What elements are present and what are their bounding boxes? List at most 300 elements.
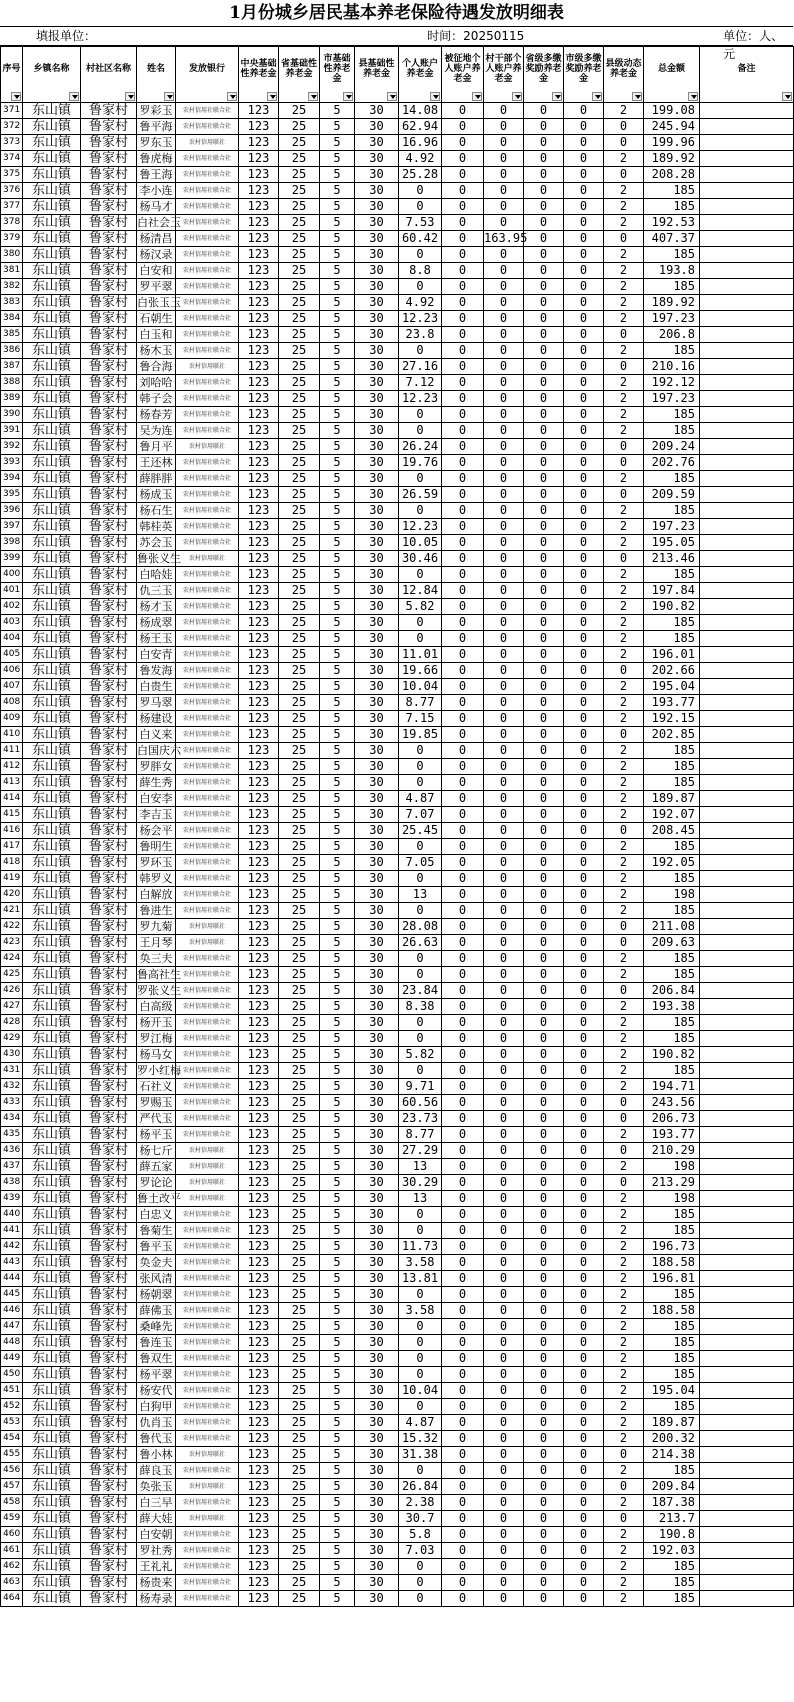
table-cell[interactable]: 2	[604, 743, 644, 759]
table-cell[interactable]	[700, 1559, 794, 1575]
table-cell[interactable]: 鲁家村	[81, 1159, 137, 1175]
table-cell[interactable]: 0	[484, 1031, 524, 1047]
table-cell[interactable]: 农村信用社联合社	[176, 311, 239, 327]
table-cell[interactable]: 0	[524, 1495, 564, 1511]
table-cell[interactable]: 0	[564, 1383, 604, 1399]
table-cell[interactable]: 杨马女	[137, 1047, 176, 1063]
table-cell[interactable]: 农村信用社联合社	[176, 1015, 239, 1031]
table-cell[interactable]: 25	[279, 183, 320, 199]
table-cell[interactable]: 0	[524, 567, 564, 583]
table-cell[interactable]: 东山镇	[23, 1383, 81, 1399]
table-cell[interactable]: 0	[484, 1111, 524, 1127]
table-cell[interactable]: 123	[239, 1159, 279, 1175]
table-cell[interactable]: 0	[484, 1319, 524, 1335]
table-cell[interactable]: 413	[1, 775, 23, 791]
table-cell[interactable]: 25	[279, 375, 320, 391]
table-cell[interactable]: 0	[442, 311, 484, 327]
table-cell[interactable]: 123	[239, 1351, 279, 1367]
table-cell[interactable]: 0	[399, 1335, 442, 1351]
table-cell[interactable]: 379	[1, 231, 23, 247]
table-cell[interactable]: 0	[524, 455, 564, 471]
table-cell[interactable]: 192.07	[644, 807, 700, 823]
table-cell[interactable]: 东山镇	[23, 247, 81, 263]
table-cell[interactable]: 0	[442, 487, 484, 503]
table-cell[interactable]: 农村信用社联合社	[176, 1319, 239, 1335]
table-cell[interactable]: 5	[320, 631, 355, 647]
table-cell[interactable]: 0	[564, 471, 604, 487]
table-cell[interactable]: 东山镇	[23, 807, 81, 823]
table-cell[interactable]: 0	[484, 343, 524, 359]
table-cell[interactable]	[700, 567, 794, 583]
table-cell[interactable]: 123	[239, 215, 279, 231]
table-cell[interactable]: 30	[355, 823, 399, 839]
table-cell[interactable]: 123	[239, 1015, 279, 1031]
table-cell[interactable]: 0	[442, 359, 484, 375]
table-cell[interactable]: 2	[604, 407, 644, 423]
table-cell[interactable]: 2	[604, 871, 644, 887]
table-cell[interactable]: 0	[484, 471, 524, 487]
table-cell[interactable]: 0	[604, 327, 644, 343]
table-cell[interactable]: 123	[239, 1079, 279, 1095]
table-cell[interactable]: 罗平翠	[137, 279, 176, 295]
table-cell[interactable]: 30	[355, 183, 399, 199]
table-cell[interactable]: 5	[320, 1303, 355, 1319]
table-cell[interactable]: 25	[279, 1399, 320, 1415]
table-cell[interactable]: 192.53	[644, 215, 700, 231]
table-cell[interactable]	[700, 951, 794, 967]
table-cell[interactable]: 农村信用社联合社	[176, 1431, 239, 1447]
table-cell[interactable]: 0	[524, 1543, 564, 1559]
table-cell[interactable]: 0	[442, 1575, 484, 1591]
table-cell[interactable]: 鲁家村	[81, 1079, 137, 1095]
table-cell[interactable]: 0	[564, 199, 604, 215]
table-cell[interactable]: 0	[524, 231, 564, 247]
table-cell[interactable]: 388	[1, 375, 23, 391]
table-cell[interactable]: 0	[604, 487, 644, 503]
table-cell[interactable]: 25	[279, 1079, 320, 1095]
table-cell[interactable]: 123	[239, 679, 279, 695]
table-cell[interactable]: 鲁代玉	[137, 1431, 176, 1447]
table-cell[interactable]: 0	[399, 1015, 442, 1031]
table-cell[interactable]: 农村信用社联合社	[176, 1527, 239, 1543]
table-cell[interactable]: 25	[279, 1047, 320, 1063]
table-cell[interactable]: 东山镇	[23, 1031, 81, 1047]
table-cell[interactable]: 0	[442, 1335, 484, 1351]
table-cell[interactable]: 5	[320, 119, 355, 135]
table-cell[interactable]: 5	[320, 1559, 355, 1575]
table-cell[interactable]: 0	[484, 1495, 524, 1511]
table-cell[interactable]: 448	[1, 1335, 23, 1351]
table-cell[interactable]: 123	[239, 951, 279, 967]
table-cell[interactable]: 杨七斤	[137, 1143, 176, 1159]
table-cell[interactable]: 0	[442, 1143, 484, 1159]
table-cell[interactable]: 123	[239, 583, 279, 599]
table-cell[interactable]: 0	[524, 119, 564, 135]
table-cell[interactable]: 2	[604, 839, 644, 855]
table-cell[interactable]: 0	[442, 1031, 484, 1047]
table-cell[interactable]: 鲁家村	[81, 1207, 137, 1223]
table-cell[interactable]: 农村信用社联合社	[176, 1575, 239, 1591]
table-cell[interactable]: 0	[484, 983, 524, 999]
table-cell[interactable]: 2	[604, 103, 644, 119]
table-cell[interactable]: 185	[644, 199, 700, 215]
table-cell[interactable]: 0	[442, 919, 484, 935]
table-cell[interactable]: 5	[320, 983, 355, 999]
table-cell[interactable]: 372	[1, 119, 23, 135]
table-cell[interactable]: 30	[355, 103, 399, 119]
table-cell[interactable]: 418	[1, 855, 23, 871]
table-cell[interactable]: 123	[239, 855, 279, 871]
table-cell[interactable]: 鲁家村	[81, 1223, 137, 1239]
table-cell[interactable]: 4.87	[399, 791, 442, 807]
table-cell[interactable]: 30	[355, 1303, 399, 1319]
table-cell[interactable]: 5	[320, 551, 355, 567]
table-cell[interactable]: 2	[604, 423, 644, 439]
table-cell[interactable]: 0	[399, 743, 442, 759]
table-cell[interactable]: 14.08	[399, 103, 442, 119]
table-cell[interactable]: 13	[399, 887, 442, 903]
table-cell[interactable]: 25	[279, 1351, 320, 1367]
table-cell[interactable]: 25	[279, 471, 320, 487]
table-cell[interactable]: 鲁家村	[81, 199, 137, 215]
table-cell[interactable]: 195.04	[644, 1383, 700, 1399]
table-cell[interactable]: 0	[442, 1239, 484, 1255]
table-cell[interactable]: 190.82	[644, 1047, 700, 1063]
table-cell[interactable]: 0	[524, 1223, 564, 1239]
table-cell[interactable]: 0	[524, 631, 564, 647]
table-cell[interactable]: 2	[604, 375, 644, 391]
table-cell[interactable]	[700, 375, 794, 391]
table-cell[interactable]: 197.23	[644, 519, 700, 535]
table-cell[interactable]	[700, 503, 794, 519]
table-cell[interactable]: 123	[239, 1431, 279, 1447]
filter-dropdown-icon[interactable]	[782, 92, 792, 101]
table-cell[interactable]: 东山镇	[23, 1399, 81, 1415]
table-cell[interactable]: 0	[484, 151, 524, 167]
table-cell[interactable]: 420	[1, 887, 23, 903]
table-cell[interactable]	[700, 1191, 794, 1207]
table-cell[interactable]: 391	[1, 423, 23, 439]
table-cell[interactable]	[700, 919, 794, 935]
table-cell[interactable]: 东山镇	[23, 1015, 81, 1031]
table-cell[interactable]: 0	[524, 647, 564, 663]
table-cell[interactable]: 鲁家村	[81, 1415, 137, 1431]
table-cell[interactable]: 421	[1, 903, 23, 919]
table-cell[interactable]: 30	[355, 1255, 399, 1271]
table-cell[interactable]: 0	[564, 1111, 604, 1127]
table-cell[interactable]: 25	[279, 1287, 320, 1303]
table-cell[interactable]: 25	[279, 823, 320, 839]
table-cell[interactable]: 0	[524, 103, 564, 119]
table-cell[interactable]: 25	[279, 135, 320, 151]
table-cell[interactable]: 农村信用社联合社	[176, 455, 239, 471]
table-cell[interactable]: 0	[442, 1543, 484, 1559]
table-cell[interactable]: 5	[320, 919, 355, 935]
table-cell[interactable]: 农村信用社联合社	[176, 983, 239, 999]
table-cell[interactable]: 199.08	[644, 103, 700, 119]
table-cell[interactable]: 0	[564, 1447, 604, 1463]
table-cell[interactable]: 30	[355, 1415, 399, 1431]
table-cell[interactable]: 0	[524, 1159, 564, 1175]
table-cell[interactable]: 杨安代	[137, 1383, 176, 1399]
table-cell[interactable]: 123	[239, 807, 279, 823]
table-cell[interactable]: 鲁家村	[81, 423, 137, 439]
table-cell[interactable]: 杨王玉	[137, 631, 176, 647]
table-cell[interactable]: 0	[399, 775, 442, 791]
table-cell[interactable]: 25	[279, 583, 320, 599]
table-cell[interactable]: 薛大娃	[137, 1511, 176, 1527]
table-cell[interactable]: 5	[320, 1207, 355, 1223]
table-cell[interactable]: 5	[320, 503, 355, 519]
table-cell[interactable]: 2	[604, 1127, 644, 1143]
table-cell[interactable]: 419	[1, 871, 23, 887]
table-cell[interactable]: 0	[564, 1399, 604, 1415]
table-cell[interactable]: 东山镇	[23, 1143, 81, 1159]
table-cell[interactable]: 0	[564, 631, 604, 647]
table-cell[interactable]: 0	[484, 1367, 524, 1383]
table-cell[interactable]: 123	[239, 1047, 279, 1063]
table-cell[interactable]: 0	[442, 1047, 484, 1063]
table-cell[interactable]: 25	[279, 1511, 320, 1527]
table-cell[interactable]: 鲁家村	[81, 839, 137, 855]
table-cell[interactable]: 0	[399, 1575, 442, 1591]
table-cell[interactable]: 0	[564, 839, 604, 855]
filter-dropdown-icon[interactable]	[308, 92, 318, 101]
table-cell[interactable]: 163.95	[484, 231, 528, 245]
table-cell[interactable]: 0	[524, 599, 564, 615]
table-cell[interactable]: 鲁合海	[137, 359, 176, 375]
table-cell[interactable]	[700, 135, 794, 151]
table-cell[interactable]: 2	[604, 1575, 644, 1591]
table-cell[interactable]	[700, 119, 794, 135]
table-cell[interactable]: 0	[604, 359, 644, 375]
table-cell[interactable]: 193.77	[644, 695, 700, 711]
table-cell[interactable]: 杨清昌	[137, 231, 176, 247]
table-cell[interactable]: 东山镇	[23, 903, 81, 919]
table-cell[interactable]: 429	[1, 1031, 23, 1047]
table-cell[interactable]: 25	[279, 743, 320, 759]
table-cell[interactable]: 2	[604, 807, 644, 823]
table-cell[interactable]: 东山镇	[23, 295, 81, 311]
table-cell[interactable]: 0	[564, 455, 604, 471]
table-cell[interactable]: 25	[279, 407, 320, 423]
table-cell[interactable]	[700, 871, 794, 887]
table-cell[interactable]: 东山镇	[23, 1175, 81, 1191]
table-cell[interactable]: 鲁家村	[81, 119, 137, 135]
table-cell[interactable]: 东山镇	[23, 599, 81, 615]
table-cell[interactable]: 25	[279, 151, 320, 167]
table-cell[interactable]: 123	[239, 743, 279, 759]
table-cell[interactable]: 5	[320, 295, 355, 311]
filter-dropdown-icon[interactable]	[632, 92, 642, 101]
table-cell[interactable]: 东山镇	[23, 359, 81, 375]
table-cell[interactable]: 442	[1, 1239, 23, 1255]
table-cell[interactable]: 0	[484, 1463, 524, 1479]
table-cell[interactable]: 30	[355, 871, 399, 887]
table-cell[interactable]: 0	[484, 1303, 524, 1319]
table-cell[interactable]: 0	[399, 1031, 442, 1047]
table-cell[interactable]: 409	[1, 711, 23, 727]
table-cell[interactable]: 鲁家村	[81, 375, 137, 391]
table-cell[interactable]: 桑峰先	[137, 1319, 176, 1335]
table-cell[interactable]: 东山镇	[23, 1351, 81, 1367]
table-cell[interactable]: 3.58	[399, 1255, 442, 1271]
table-cell[interactable]: 鲁家村	[81, 743, 137, 759]
filter-dropdown-icon[interactable]	[343, 92, 353, 101]
table-cell[interactable]: 453	[1, 1415, 23, 1431]
table-cell[interactable]: 189.92	[644, 295, 700, 311]
table-cell[interactable]: 0	[564, 711, 604, 727]
table-cell[interactable]: 白义来	[137, 727, 176, 743]
table-cell[interactable]: 鲁家村	[81, 263, 137, 279]
table-cell[interactable]: 25	[279, 1591, 320, 1607]
table-cell[interactable]	[700, 1495, 794, 1511]
table-cell[interactable]: 东山镇	[23, 343, 81, 359]
table-cell[interactable]	[700, 695, 794, 711]
table-cell[interactable]: 0	[524, 199, 564, 215]
table-cell[interactable]: 400	[1, 567, 23, 583]
table-cell[interactable]: 东山镇	[23, 1335, 81, 1351]
table-cell[interactable]: 404	[1, 631, 23, 647]
table-cell[interactable]: 农村信用社联合社	[176, 567, 239, 583]
table-cell[interactable]: 0	[442, 935, 484, 951]
table-cell[interactable]: 鲁家村	[81, 471, 137, 487]
table-cell[interactable]: 2	[604, 1303, 644, 1319]
table-cell[interactable]: 农村信用社联合社	[176, 103, 239, 119]
table-cell[interactable]: 0	[524, 503, 564, 519]
table-cell[interactable]: 2	[604, 1335, 644, 1351]
table-cell[interactable]: 0	[399, 631, 442, 647]
table-cell[interactable]: 0	[484, 935, 524, 951]
table-cell[interactable]: 0	[564, 1527, 604, 1543]
table-cell[interactable]: 123	[239, 1255, 279, 1271]
table-cell[interactable]: 东山镇	[23, 407, 81, 423]
table-cell[interactable]: 0	[604, 439, 644, 455]
table-cell[interactable]: 杨才玉	[137, 599, 176, 615]
table-cell[interactable]	[700, 247, 794, 263]
table-cell[interactable]: 东山镇	[23, 1319, 81, 1335]
table-cell[interactable]: 445	[1, 1287, 23, 1303]
table-cell[interactable]: 2	[604, 183, 644, 199]
table-cell[interactable]: 0	[484, 455, 524, 471]
table-cell[interactable]: 0	[442, 871, 484, 887]
table-cell[interactable]	[700, 855, 794, 871]
table-cell[interactable]	[700, 1015, 794, 1031]
table-cell[interactable]: 东山镇	[23, 951, 81, 967]
table-cell[interactable]: 5	[320, 1175, 355, 1191]
table-cell[interactable]: 鲁家村	[81, 1127, 137, 1143]
table-cell[interactable]: 0	[442, 407, 484, 423]
table-cell[interactable]: 0	[564, 1079, 604, 1095]
table-cell[interactable]: 2	[604, 615, 644, 631]
table-cell[interactable]: 鲁家村	[81, 455, 137, 471]
table-cell[interactable]: 25	[279, 1095, 320, 1111]
table-cell[interactable]: 30	[355, 519, 399, 535]
table-cell[interactable]: 农村信用社联合社	[176, 199, 239, 215]
table-cell[interactable]: 白高级	[137, 999, 176, 1015]
table-cell[interactable]: 0	[484, 1159, 524, 1175]
table-cell[interactable]: 0	[484, 743, 524, 759]
table-cell[interactable]: 农村信用社联合社	[176, 247, 239, 263]
table-cell[interactable]: 25	[279, 455, 320, 471]
table-cell[interactable]: 5	[320, 471, 355, 487]
table-cell[interactable]: 5	[320, 727, 355, 743]
table-cell[interactable]: 2	[604, 951, 644, 967]
table-cell[interactable]: 402	[1, 599, 23, 615]
table-cell[interactable]: 185	[644, 1223, 700, 1239]
table-cell[interactable]: 农村信用社联合社	[176, 743, 239, 759]
table-cell[interactable]: 0	[442, 135, 484, 151]
table-cell[interactable]: 0	[442, 1399, 484, 1415]
table-cell[interactable]: 25	[279, 231, 320, 247]
table-cell[interactable]: 东山镇	[23, 1367, 81, 1383]
table-cell[interactable]: 185	[644, 951, 700, 967]
table-cell[interactable]: 0	[442, 1175, 484, 1191]
table-cell[interactable]: 0	[484, 535, 524, 551]
table-cell[interactable]: 5	[320, 711, 355, 727]
table-cell[interactable]: 0	[604, 551, 644, 567]
table-cell[interactable]: 鲁家村	[81, 391, 137, 407]
table-cell[interactable]: 198	[644, 1191, 700, 1207]
table-cell[interactable]: 5	[320, 887, 355, 903]
table-cell[interactable]: 185	[644, 1559, 700, 1575]
table-cell[interactable]: 农村信用社联合社	[176, 855, 239, 871]
table-cell[interactable]: 25	[279, 983, 320, 999]
table-cell[interactable]: 0	[484, 1479, 524, 1495]
table-cell[interactable]: 东山镇	[23, 1559, 81, 1575]
table-cell[interactable]: 东山镇	[23, 135, 81, 151]
table-cell[interactable]: 7.15	[399, 711, 442, 727]
table-cell[interactable]: 123	[239, 119, 279, 135]
table-cell[interactable]: 鲁家村	[81, 615, 137, 631]
table-cell[interactable]: 0	[524, 1575, 564, 1591]
table-cell[interactable]: 5	[320, 1191, 355, 1207]
table-cell[interactable]: 0	[484, 183, 524, 199]
table-cell[interactable]: 30.46	[399, 551, 442, 567]
table-cell[interactable]: 5	[320, 391, 355, 407]
table-cell[interactable]: 123	[239, 1143, 279, 1159]
table-cell[interactable]: 0	[524, 215, 564, 231]
table-cell[interactable]: 0	[484, 199, 524, 215]
table-cell[interactable]: 0	[564, 135, 604, 151]
table-cell[interactable]: 东山镇	[23, 1527, 81, 1543]
table-cell[interactable]	[700, 759, 794, 775]
table-cell[interactable]: 123	[239, 823, 279, 839]
table-cell[interactable]: 123	[239, 1367, 279, 1383]
table-cell[interactable]: 0	[524, 327, 564, 343]
table-cell[interactable]: 0	[564, 167, 604, 183]
table-cell[interactable]: 30	[355, 1495, 399, 1511]
table-cell[interactable]: 5	[320, 1527, 355, 1543]
table-cell[interactable]: 东山镇	[23, 791, 81, 807]
table-cell[interactable]: 鲁家村	[81, 247, 137, 263]
table-cell[interactable]: 432	[1, 1079, 23, 1095]
table-cell[interactable]: 123	[239, 1463, 279, 1479]
table-cell[interactable]: 农村信用社联合社	[176, 1367, 239, 1383]
table-cell[interactable]: 东山镇	[23, 1495, 81, 1511]
table-cell[interactable]: 202.85	[644, 727, 700, 743]
table-cell[interactable]: 0	[484, 215, 524, 231]
table-cell[interactable]: 25	[279, 839, 320, 855]
table-cell[interactable]: 123	[239, 1543, 279, 1559]
table-cell[interactable]: 5	[320, 519, 355, 535]
table-cell[interactable]: 0	[524, 1511, 564, 1527]
table-cell[interactable]: 0	[484, 1143, 524, 1159]
table-cell[interactable]: 0	[484, 1415, 524, 1431]
table-cell[interactable]: 5	[320, 567, 355, 583]
table-cell[interactable]: 2	[604, 887, 644, 903]
table-cell[interactable]: 东山镇	[23, 327, 81, 343]
